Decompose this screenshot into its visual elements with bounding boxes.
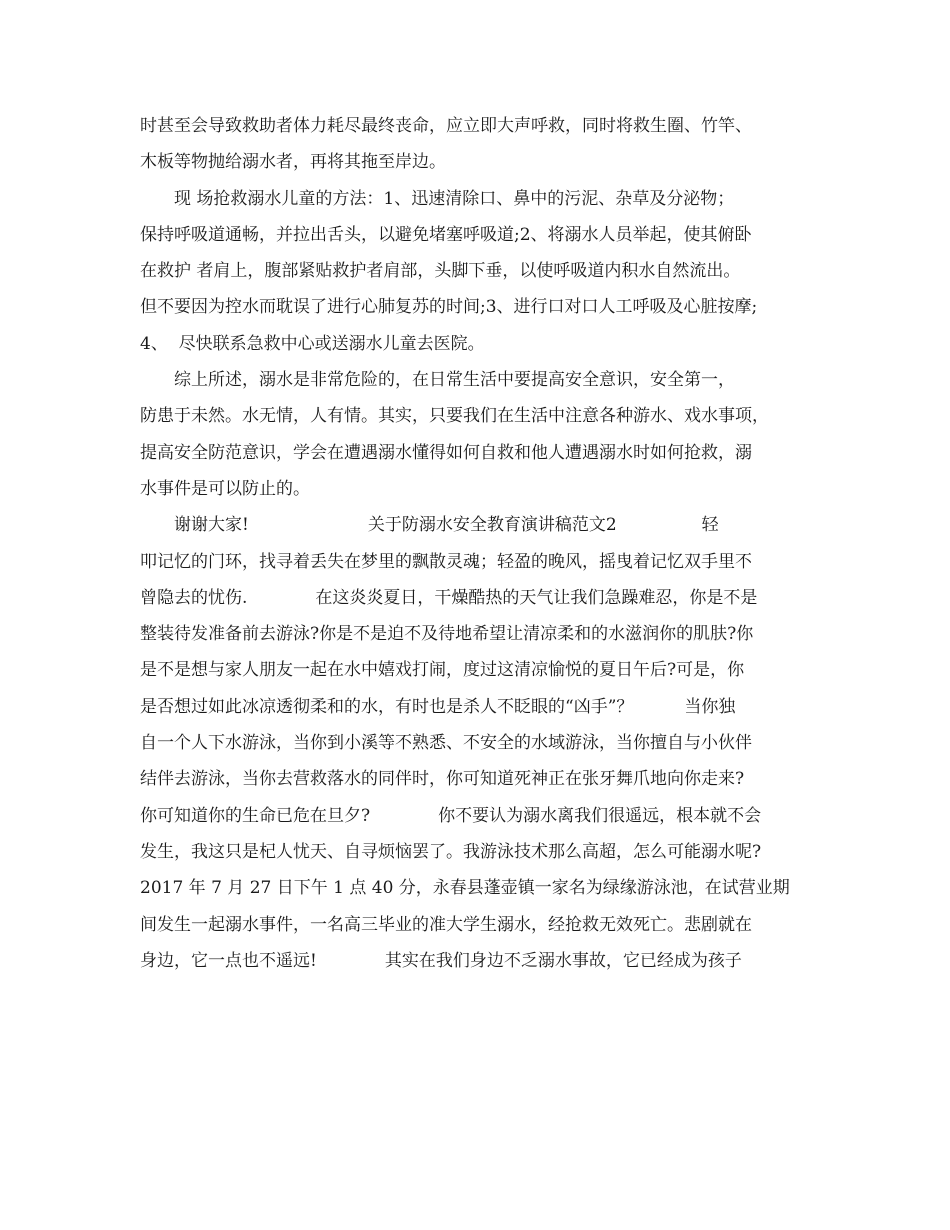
text-line: 木板等物抛给溺水者，再将其拖至岸边。 <box>140 152 446 173</box>
text-line: 在救护 者肩上，腹部紧贴救护者肩部，头脚下垂，以使呼吸道内积水自然流出。 <box>140 261 741 282</box>
text-line: 2017 年 7 月 27 日下午 1 点 40 分，永春县蓬壶镇一家名为绿缘游泳池，在试营业期 <box>140 878 790 899</box>
text-line: 谢谢大家! 关于防溺水安全教育演讲稿范文2 轻 <box>140 515 719 536</box>
text-line: 是不是想与家人朋友一起在水中嬉戏打闹，度过这清凉愉悦的夏日午后?可是，你 <box>140 660 745 681</box>
text-line: 自一个人下水游泳，当你到小溪等不熟悉、不安全的水域游泳，当你擅自与小伙伴 <box>140 733 752 754</box>
text-line: 间发生一起溺水事件，一名高三毕业的准大学生溺水，经抢救无效死亡。悲剧就在 <box>140 914 752 935</box>
text-line: 防患于未然。水无情，人有情。其实，只要我们在生活中注意各种游水、戏水事项， <box>140 406 769 427</box>
text-line: 身边，它一点也不遥远! 其实在我们身边不乏溺水事故，它已经成为孩子 <box>140 950 742 971</box>
text-line: 综上所述，溺水是非常危险的，在日常生活中要提高安全意识，安全第一， <box>140 370 735 391</box>
text-line: 保持呼吸道通畅，并拉出舌头，以避免堵塞呼吸道;2、将溺水人员举起，使其俯卧 <box>140 224 752 245</box>
text-line: 但不要因为控水而耽误了进行心肺复苏的时间;3、进行口对口人工呼吸及心脏按摩; <box>140 297 758 318</box>
text-line: 结伴去游泳，当你去营救落水的同伴时，你可知道死神正在张牙舞爪地向你走来? <box>140 769 745 790</box>
text-line: 发生，我这只是杞人忧天、自寻烦恼罢了。我游泳技术那么高超，怎么可能溺水呢? <box>140 841 762 862</box>
text-line: 曾隐去的忧伤. 在这炎炎夏日，干燥酷热的天气让我们急躁难忍，你是不是 <box>140 587 758 608</box>
text-line: 4、 尽快联系急救中心或送溺水儿童去医院。 <box>140 333 485 354</box>
text-line: 你可知道你的生命已危在旦夕? 你不要认为溺水离我们很遥远，根本就不会 <box>140 805 762 826</box>
text-line: 时甚至会导致救助者体力耗尽最终丧命，应立即大声呼救，同时将救生圈、竹竿、 <box>140 116 752 136</box>
text-line: 现 场抢救溺水儿童的方法：1、迅速清除口、鼻中的污泥、杂草及分泌物； <box>140 188 735 209</box>
text-line: 叩记忆的门环，找寻着丢失在梦里的飘散灵魂；轻盈的晚风，摇曳着记忆双手里不 <box>140 551 752 572</box>
body-text <box>140 108 830 979</box>
text-line: 整装待发准备前去游泳?你是不是迫不及待地希望让清凉柔和的水滋润你的肌肤?你 <box>140 624 754 645</box>
text-line: 水事件是可以防止的。 <box>140 478 310 499</box>
text-line: 提高安全防范意识，学会在遭遇溺水懂得如何自救和他人遭遇溺水时如何抢救，溺 <box>140 442 752 463</box>
text-line: 是否想过如此冰凉透彻柔和的水，有时也是杀人不眨眼的“凶手”？ 当你独 <box>140 696 736 717</box>
